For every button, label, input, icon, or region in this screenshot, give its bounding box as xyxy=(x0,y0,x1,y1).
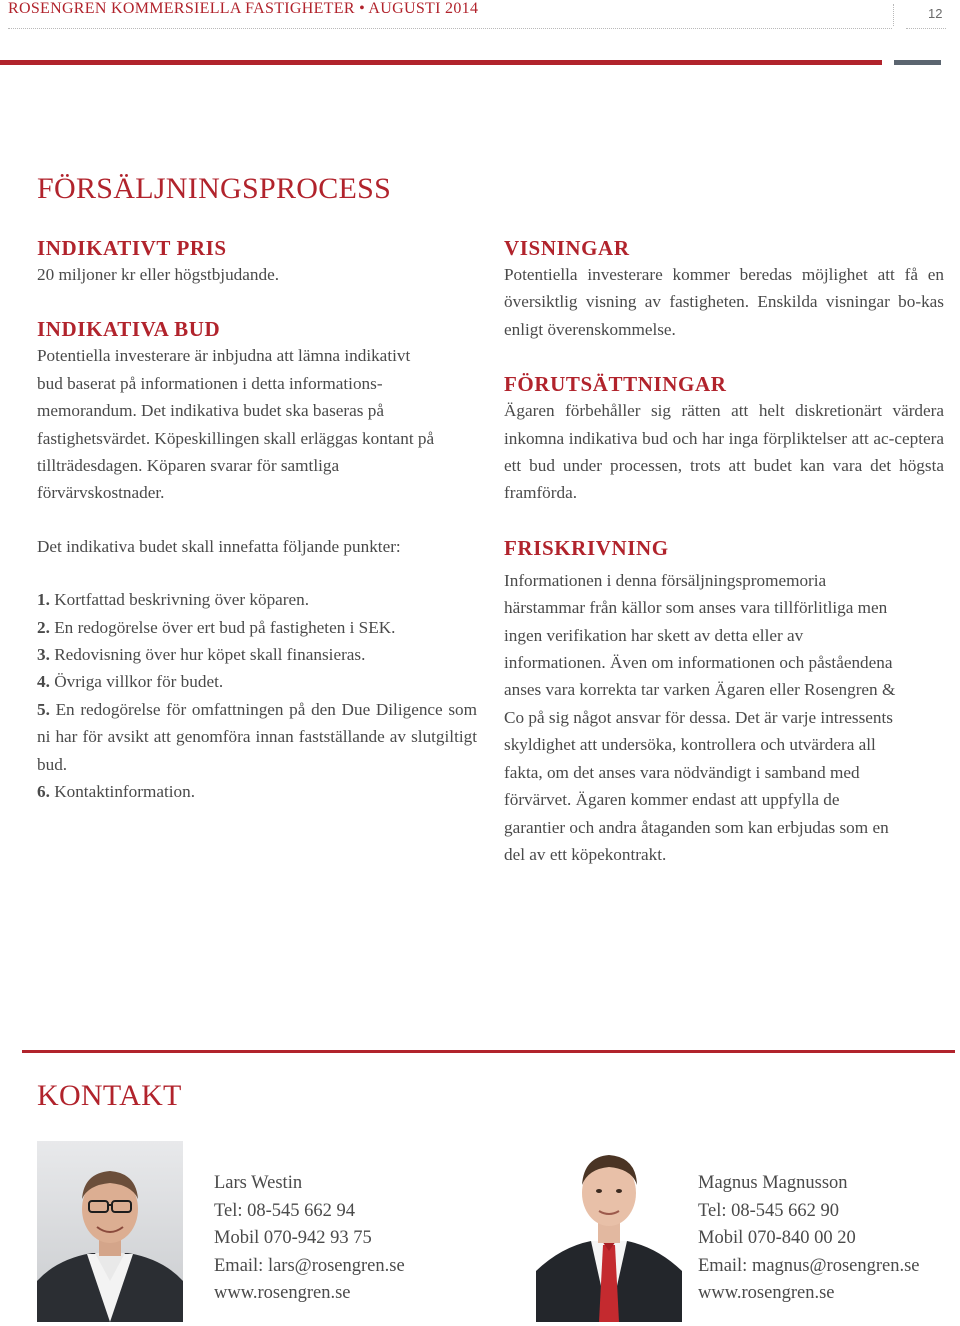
text-forutsattningar: Ägaren förbehåller sig rätten att helt diskretionärt värdera inkomna indikativa bud och har inga förpliktelser att ac-ceptera ett bud under processen, trots att budet kan vara det högsta framförda. xyxy=(504,401,944,503)
list-item-text: En redogörelse över ert bud på fastigheten i SEK. xyxy=(54,617,396,637)
page-number: 12 xyxy=(928,6,943,21)
text-line: fastighetsvärdet. Köpeskillingen skall erläggas kontant på xyxy=(37,428,435,448)
contact-photo-lars xyxy=(37,1141,183,1322)
heading-forutsattningar: FÖRUTSÄTTNINGAR xyxy=(504,372,727,397)
contact-tel: Tel: 08-545 662 90 xyxy=(698,1200,840,1221)
text-line: fakta, om det anses vara nödvändigt i samband med xyxy=(504,762,860,782)
list-item xyxy=(37,778,477,805)
text-visningar: Potentiella investerare kommer beredas möjlighet att få en översiktlig visning av fastigheten. Enskilda visningar bo-kas enligt överenskommelse. xyxy=(504,265,944,339)
portrait-image xyxy=(536,1141,682,1322)
text-line: Potentiella investerare är inbjudna att lämna indikativt xyxy=(37,346,411,366)
text-line: Co på sig något ansvar för dessa. Det är varje intressents xyxy=(504,707,893,727)
section-divider xyxy=(22,1050,955,1053)
contact-website[interactable]: www.rosengren.se xyxy=(698,1283,835,1304)
header-gray-bar xyxy=(894,60,941,65)
text-line: Informationen i denna försäljningspromemoria xyxy=(504,570,827,590)
contact-website[interactable]: www.rosengren.se xyxy=(214,1283,351,1304)
text-line: förvärvskostnader. xyxy=(37,483,165,503)
list-item-text: Kortfattad beskrivning över köparen. xyxy=(54,590,310,610)
list-item-number: 5. xyxy=(37,699,50,719)
portrait-image xyxy=(37,1141,183,1322)
right-column xyxy=(504,235,944,868)
contact-mobile: Mobil 070-840 00 20 xyxy=(698,1228,856,1249)
text-line: bud baserat på informationen i detta informations- xyxy=(37,373,383,393)
header-red-bar xyxy=(0,60,882,65)
list-item-number: 4. xyxy=(37,672,50,692)
heading-indikativt-pris: INDIKATIVT PRIS xyxy=(37,236,227,260)
list-item xyxy=(37,586,477,613)
text-line: del av ett köpekontrakt. xyxy=(504,844,667,864)
points-list xyxy=(37,586,477,805)
list-item-text: Kontaktinformation. xyxy=(54,782,196,802)
section-title-contact: KONTAKT xyxy=(37,1079,182,1112)
text-line: tillträdesdagen. Köparen svarar för samtliga xyxy=(37,456,340,476)
text-line: skyldighet att undersöka, kontrollera och utvärdera all xyxy=(504,735,876,755)
list-item-number: 1. xyxy=(37,590,50,610)
text-indikativt-pris: 20 miljoner kr eller högstbjudande. xyxy=(37,265,280,284)
text-indikativa-bud xyxy=(37,342,477,506)
text-line: ingen verifikation har skett av detta eller av xyxy=(504,625,804,645)
contact-name: Lars Westin xyxy=(214,1173,303,1193)
contact-card-lars xyxy=(214,1170,405,1308)
list-item-text: En redogörelse för omfattningen på den Due Diligence som ni har för avsikt att genomföra innan fastställande av slutgiltigt bud. xyxy=(37,699,477,774)
text-line: härstammar från källor som anses vara tillförlitliga men xyxy=(504,598,888,618)
contact-card-magnus xyxy=(698,1170,920,1308)
header-dotted-rule xyxy=(8,28,892,29)
heading-friskrivning: FRISKRIVNING xyxy=(504,535,669,560)
heading-indikativa-bud: INDIKATIVA BUD xyxy=(37,317,221,342)
text-friskrivning xyxy=(504,567,944,868)
left-column xyxy=(37,235,477,806)
header-dotted-rule-right xyxy=(906,28,946,29)
section-title-process: FÖRSÄLJNINGSPROCESS xyxy=(37,172,392,205)
contact-mobile: Mobil 070-942 93 75 xyxy=(214,1228,372,1249)
text-line: memorandum. Det indikativa budet ska baseras på xyxy=(37,401,384,421)
header-separator xyxy=(893,4,894,26)
contact-email[interactable]: Email: magnus@rosengren.se xyxy=(698,1255,920,1276)
points-intro: Det indikativa budet skall innefatta följande punkter: xyxy=(37,536,401,556)
list-item xyxy=(37,641,477,668)
contact-tel: Tel: 08-545 662 94 xyxy=(214,1200,356,1221)
list-item-number: 6. xyxy=(37,782,50,802)
list-item-text: Övriga villkor för budet. xyxy=(54,672,224,692)
list-item xyxy=(37,614,477,641)
text-line: anses vara korrekta tar varken Ägaren eller Rosengren & xyxy=(504,680,896,700)
text-line: förvärvet. Ägaren kommer endast att uppfylla de xyxy=(504,790,840,810)
text-line: garantier och andra åtaganden som kan erbjudas som en xyxy=(504,817,889,837)
text-line: informationen. Även om informationen och påståendena xyxy=(504,653,893,673)
contact-name: Magnus Magnusson xyxy=(698,1173,848,1193)
contact-photo-magnus xyxy=(536,1141,682,1322)
list-item-text: Redovisning över hur köpet skall finansieras. xyxy=(54,645,366,665)
header-title: ROSENGREN KOMMERSIELLA FASTIGHETER • AUGUSTI 2014 xyxy=(8,0,479,17)
heading-visningar: VISNINGAR xyxy=(504,236,630,260)
list-item xyxy=(37,696,477,778)
contact-email[interactable]: Email: lars@rosengren.se xyxy=(214,1255,405,1276)
list-item xyxy=(37,668,477,695)
list-item-number: 2. xyxy=(37,617,50,637)
list-item-number: 3. xyxy=(37,645,50,665)
